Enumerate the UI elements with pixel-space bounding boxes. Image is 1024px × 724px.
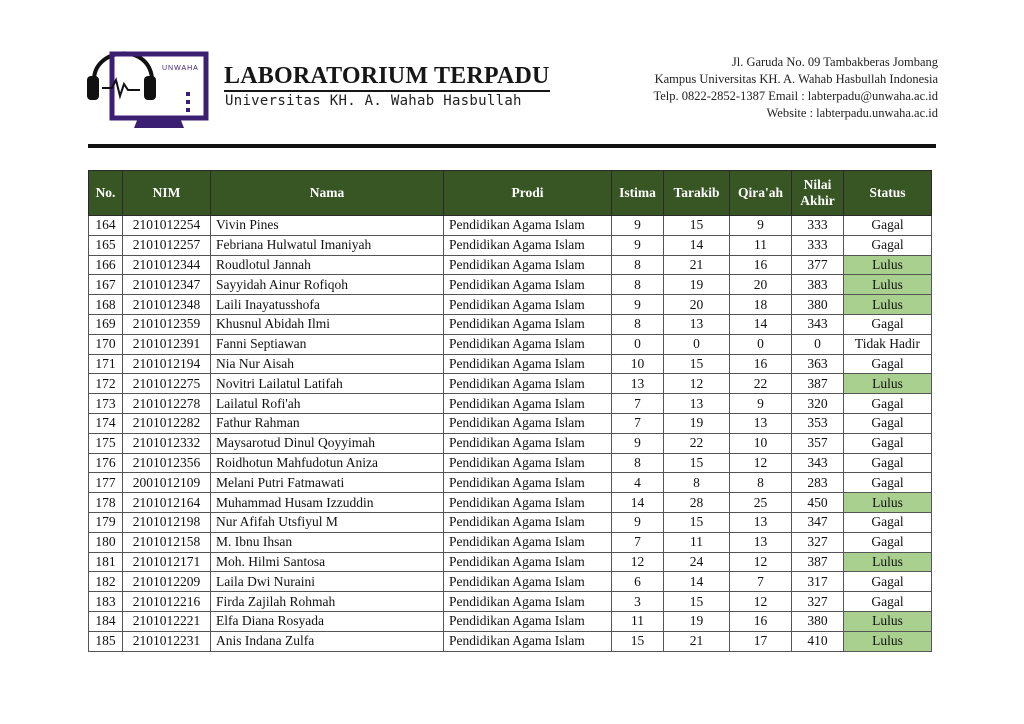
cell-qiraah: 13 [730,512,792,532]
cell-qiraah: 13 [730,532,792,552]
cell-nilai-akhir: 347 [792,512,844,532]
cell-qiraah: 12 [730,592,792,612]
cell-nim: 2101012194 [123,354,211,374]
cell-tarakib: 14 [664,235,730,255]
cell-nilai-akhir: 377 [792,255,844,275]
headphone-monitor-logo-icon [86,40,214,136]
cell-nilai-akhir: 353 [792,413,844,433]
cell-status: Gagal [844,394,932,414]
cell-qiraah: 16 [730,611,792,631]
cell-no: 171 [89,354,123,374]
cell-nilai-akhir: 317 [792,572,844,592]
cell-prodi: Pendidikan Agama Islam [444,512,612,532]
logo-text: UNWAHA [162,65,199,72]
lab-subtitle: Universitas KH. A. Wahab Hasbullah [225,93,522,109]
cell-nim: 2101012231 [123,631,211,651]
cell-status: Lulus [844,255,932,275]
cell-istima: 9 [612,433,664,453]
cell-nim: 2101012171 [123,552,211,572]
table-row [89,552,932,572]
cell-prodi: Pendidikan Agama Islam [444,314,612,334]
table-row [89,532,932,552]
cell-no: 169 [89,314,123,334]
cell-istima: 7 [612,413,664,433]
cell-prodi: Pendidikan Agama Islam [444,374,612,394]
cell-nama: Lailatul Rofi'ah [211,394,444,414]
cell-prodi: Pendidikan Agama Islam [444,473,612,493]
cell-tarakib: 13 [664,394,730,414]
header-divider [88,144,936,148]
table-row [89,255,932,275]
cell-status: Gagal [844,532,932,552]
cell-tarakib: 22 [664,433,730,453]
cell-tarakib: 15 [664,592,730,612]
col-prodi: Prodi [444,171,612,216]
cell-prodi: Pendidikan Agama Islam [444,235,612,255]
table-row [89,394,932,414]
cell-status: Gagal [844,512,932,532]
cell-status: Lulus [844,374,932,394]
cell-nama: Nia Nur Aisah [211,354,444,374]
cell-tarakib: 28 [664,493,730,513]
cell-status: Tidak Hadir [844,334,932,354]
cell-nim: 2101012348 [123,295,211,315]
cell-istima: 7 [612,394,664,414]
cell-prodi: Pendidikan Agama Islam [444,572,612,592]
cell-nim: 2101012254 [123,216,211,236]
contact-block [653,54,938,122]
cell-nilai-akhir: 387 [792,552,844,572]
cell-istima: 12 [612,552,664,572]
cell-status: Gagal [844,433,932,453]
table-row [89,493,932,513]
cell-prodi: Pendidikan Agama Islam [444,354,612,374]
cell-qiraah: 12 [730,453,792,473]
cell-nama: Nur Afifah Utsfiyul M [211,512,444,532]
cell-nilai-akhir: 333 [792,216,844,236]
cell-qiraah: 8 [730,473,792,493]
cell-nama: Khusnul Abidah Ilmi [211,314,444,334]
cell-nama: Fathur Rahman [211,413,444,433]
cell-status: Lulus [844,493,932,513]
cell-istima: 9 [612,512,664,532]
contact-campus: Kampus Universitas KH. A. Wahab Hasbullah Indonesia [654,72,938,86]
cell-nilai-akhir: 343 [792,314,844,334]
cell-nama: Laila Dwi Nuraini [211,572,444,592]
cell-tarakib: 19 [664,275,730,295]
cell-tarakib: 0 [664,334,730,354]
cell-nim: 2101012216 [123,592,211,612]
cell-prodi: Pendidikan Agama Islam [444,394,612,414]
cell-qiraah: 9 [730,394,792,414]
cell-nilai-akhir: 363 [792,354,844,374]
results-table [88,170,932,652]
cell-tarakib: 19 [664,611,730,631]
cell-no: 178 [89,493,123,513]
cell-qiraah: 14 [730,314,792,334]
cell-status: Gagal [844,413,932,433]
cell-tarakib: 11 [664,532,730,552]
cell-istima: 14 [612,493,664,513]
table-row [89,611,932,631]
cell-status: Gagal [844,354,932,374]
cell-tarakib: 20 [664,295,730,315]
cell-qiraah: 7 [730,572,792,592]
cell-prodi: Pendidikan Agama Islam [444,334,612,354]
cell-prodi: Pendidikan Agama Islam [444,413,612,433]
cell-no: 183 [89,592,123,612]
cell-nim: 2101012158 [123,532,211,552]
col-nilai-akhir: Nilai Akhir [792,171,844,216]
cell-nim: 2101012332 [123,433,211,453]
col-nim: NIM [123,171,211,216]
cell-tarakib: 14 [664,572,730,592]
cell-no: 168 [89,295,123,315]
cell-no: 181 [89,552,123,572]
cell-qiraah: 25 [730,493,792,513]
cell-istima: 6 [612,572,664,592]
cell-nama: Novitri Lailatul Latifah [211,374,444,394]
cell-istima: 8 [612,275,664,295]
cell-istima: 7 [612,532,664,552]
cell-qiraah: 10 [730,433,792,453]
cell-qiraah: 13 [730,413,792,433]
cell-nim: 2101012344 [123,255,211,275]
cell-istima: 8 [612,314,664,334]
cell-status: Gagal [844,216,932,236]
cell-prodi: Pendidikan Agama Islam [444,532,612,552]
cell-nama: Vivin Pines [211,216,444,236]
cell-istima: 10 [612,354,664,374]
cell-prodi: Pendidikan Agama Islam [444,592,612,612]
cell-tarakib: 24 [664,552,730,572]
cell-nim: 2101012164 [123,493,211,513]
cell-istima: 3 [612,592,664,612]
cell-tarakib: 15 [664,453,730,473]
cell-nim: 2101012198 [123,512,211,532]
cell-prodi: Pendidikan Agama Islam [444,433,612,453]
cell-tarakib: 19 [664,413,730,433]
cell-nim: 2101012257 [123,235,211,255]
cell-no: 172 [89,374,123,394]
cell-prodi: Pendidikan Agama Islam [444,552,612,572]
cell-nim: 2101012356 [123,453,211,473]
cell-nim: 2101012278 [123,394,211,414]
cell-status: Gagal [844,592,932,612]
cell-nama: Muhammad Husam Izzuddin [211,493,444,513]
cell-tarakib: 8 [664,473,730,493]
cell-prodi: Pendidikan Agama Islam [444,295,612,315]
cell-prodi: Pendidikan Agama Islam [444,453,612,473]
cell-prodi: Pendidikan Agama Islam [444,216,612,236]
cell-nilai-akhir: 383 [792,275,844,295]
cell-istima: 11 [612,611,664,631]
cell-nilai-akhir: 283 [792,473,844,493]
cell-nama: Roudlotul Jannah [211,255,444,275]
cell-status: Lulus [844,611,932,631]
cell-istima: 15 [612,631,664,651]
cell-status: Gagal [844,572,932,592]
contact-address: Jl. Garuda No. 09 Tambakberas Jombang [731,55,938,69]
cell-nilai-akhir: 387 [792,374,844,394]
cell-no: 173 [89,394,123,414]
cell-nama: Elfa Diana Rosyada [211,611,444,631]
table-row [89,334,932,354]
cell-qiraah: 11 [730,235,792,255]
table-row [89,453,932,473]
table-row [89,314,932,334]
cell-tarakib: 15 [664,512,730,532]
cell-no: 179 [89,512,123,532]
cell-qiraah: 0 [730,334,792,354]
cell-status: Lulus [844,552,932,572]
cell-qiraah: 20 [730,275,792,295]
cell-nim: 2101012391 [123,334,211,354]
cell-nama: Sayyidah Ainur Rofiqoh [211,275,444,295]
table-row [89,354,932,374]
col-nama: Nama [211,171,444,216]
table-header-row [89,171,932,216]
cell-no: 177 [89,473,123,493]
cell-nama: Fanni Septiawan [211,334,444,354]
cell-nama: Laili Inayatusshofa [211,295,444,315]
cell-nama: Melani Putri Fatmawati [211,473,444,493]
col-status: Status [844,171,932,216]
cell-istima: 13 [612,374,664,394]
cell-nim: 2101012282 [123,413,211,433]
cell-nilai-akhir: 333 [792,235,844,255]
cell-no: 167 [89,275,123,295]
col-tarakib: Tarakib [664,171,730,216]
cell-tarakib: 13 [664,314,730,334]
cell-istima: 4 [612,473,664,493]
cell-nilai-akhir: 380 [792,295,844,315]
cell-nama: Firda Zajilah Rohmah [211,592,444,612]
cell-tarakib: 21 [664,631,730,651]
cell-prodi: Pendidikan Agama Islam [444,493,612,513]
cell-tarakib: 12 [664,374,730,394]
table-row [89,295,932,315]
cell-istima: 0 [612,334,664,354]
cell-nim: 2001012109 [123,473,211,493]
table-row [89,512,932,532]
table-row [89,235,932,255]
cell-nim: 2101012221 [123,611,211,631]
cell-nim: 2101012359 [123,314,211,334]
cell-istima: 9 [612,295,664,315]
cell-tarakib: 15 [664,354,730,374]
cell-prodi: Pendidikan Agama Islam [444,275,612,295]
cell-prodi: Pendidikan Agama Islam [444,611,612,631]
cell-status: Lulus [844,275,932,295]
cell-nama: Roidhotun Mahfudotun Aniza [211,453,444,473]
cell-no: 164 [89,216,123,236]
cell-qiraah: 22 [730,374,792,394]
cell-qiraah: 16 [730,354,792,374]
cell-nilai-akhir: 357 [792,433,844,453]
table-row [89,433,932,453]
cell-qiraah: 16 [730,255,792,275]
table-row [89,374,932,394]
cell-no: 184 [89,611,123,631]
cell-prodi: Pendidikan Agama Islam [444,255,612,275]
cell-tarakib: 21 [664,255,730,275]
cell-prodi: Pendidikan Agama Islam [444,631,612,651]
table-row [89,413,932,433]
contact-phone-email: Telp. 0822-2852-1387 Email : labterpadu@unwaha.ac.id [653,89,938,103]
cell-nama: Moh. Hilmi Santosa [211,552,444,572]
cell-no: 180 [89,532,123,552]
cell-nilai-akhir: 380 [792,611,844,631]
cell-no: 182 [89,572,123,592]
cell-tarakib: 15 [664,216,730,236]
table-row [89,592,932,612]
table-row [89,275,932,295]
contact-website: Website : labterpadu.unwaha.ac.id [766,106,938,120]
col-istima: Istima [612,171,664,216]
cell-qiraah: 9 [730,216,792,236]
cell-no: 166 [89,255,123,275]
cell-nim: 2101012275 [123,374,211,394]
cell-nilai-akhir: 343 [792,453,844,473]
cell-istima: 8 [612,453,664,473]
table-row [89,572,932,592]
cell-nim: 2101012209 [123,572,211,592]
cell-status: Gagal [844,473,932,493]
cell-no: 174 [89,413,123,433]
cell-istima: 9 [612,216,664,236]
col-no: No. [89,171,123,216]
cell-qiraah: 18 [730,295,792,315]
cell-status: Gagal [844,314,932,334]
cell-no: 175 [89,433,123,453]
cell-nilai-akhir: 0 [792,334,844,354]
lab-title: LABORATORIUM TERPADU [224,62,550,92]
cell-nama: Febriana Hulwatul Imaniyah [211,235,444,255]
cell-no: 185 [89,631,123,651]
cell-no: 165 [89,235,123,255]
cell-status: Gagal [844,235,932,255]
cell-nama: M. Ibnu Ihsan [211,532,444,552]
cell-qiraah: 17 [730,631,792,651]
cell-nim: 2101012347 [123,275,211,295]
cell-nilai-akhir: 320 [792,394,844,414]
cell-status: Lulus [844,631,932,651]
letterhead [86,38,938,142]
cell-no: 170 [89,334,123,354]
cell-istima: 9 [612,235,664,255]
cell-nilai-akhir: 327 [792,592,844,612]
cell-istima: 8 [612,255,664,275]
cell-status: Gagal [844,453,932,473]
col-qiraah: Qira'ah [730,171,792,216]
cell-nilai-akhir: 410 [792,631,844,651]
cell-qiraah: 12 [730,552,792,572]
cell-status: Lulus [844,295,932,315]
cell-nama: Anis Indana Zulfa [211,631,444,651]
cell-nilai-akhir: 327 [792,532,844,552]
table-row [89,216,932,236]
cell-nilai-akhir: 450 [792,493,844,513]
cell-nama: Maysarotud Dinul Qoyyimah [211,433,444,453]
table-row [89,473,932,493]
table-row [89,631,932,651]
cell-no: 176 [89,453,123,473]
